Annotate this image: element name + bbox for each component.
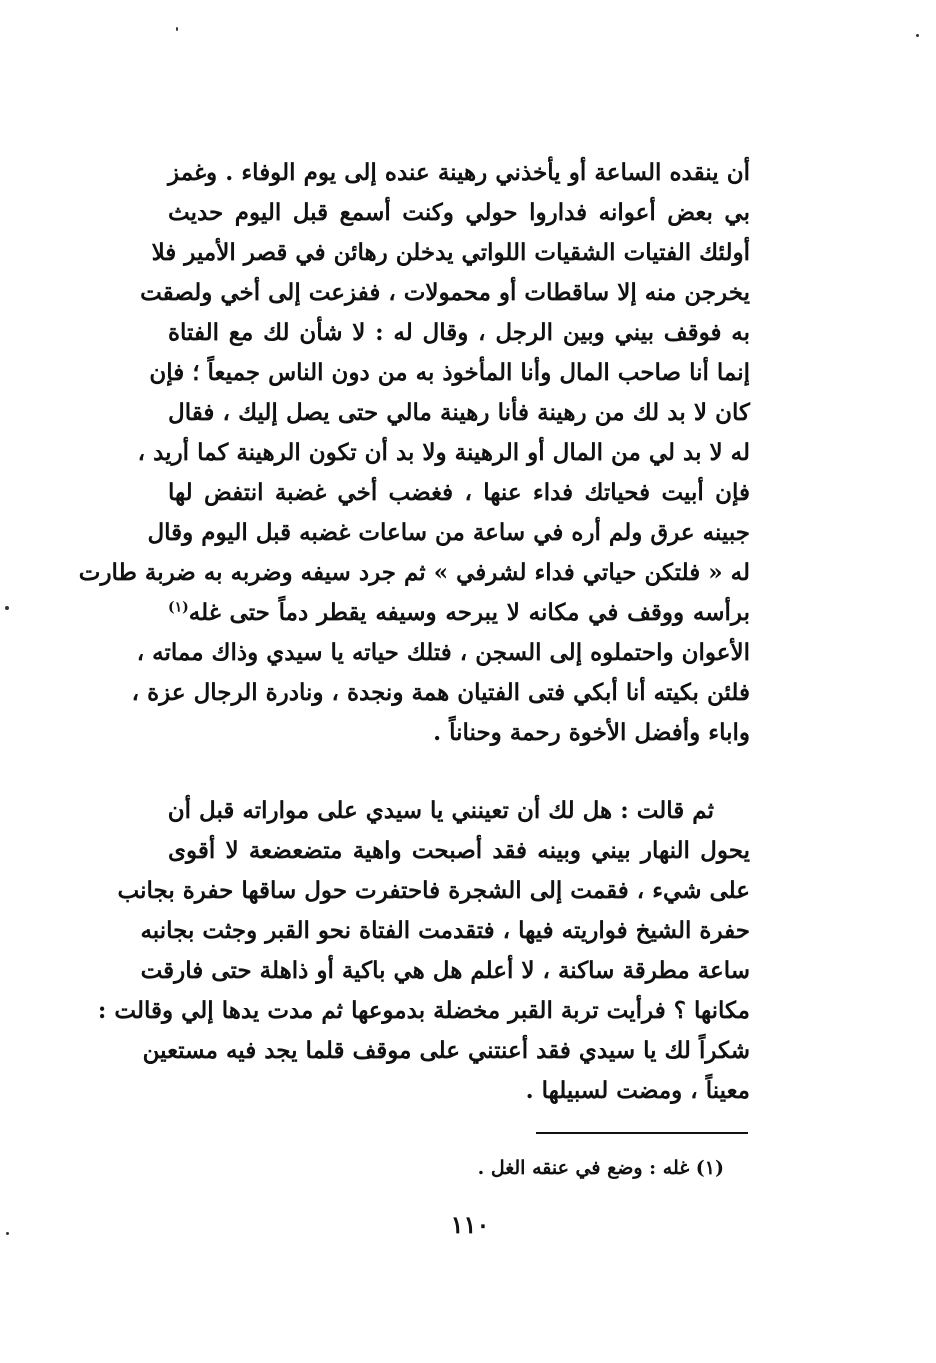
- footnote-reference: (١): [168, 599, 189, 616]
- text-line: الأعوان واحتملوه إلى السجن ، فتلك حياته يا سيدي وذاك مماته ،: [136, 639, 750, 666]
- scan-speck: [6, 1232, 9, 1235]
- scan-speck: [5, 606, 9, 610]
- footnote-divider: [536, 1132, 748, 1134]
- text-line: معيناً ، ومضت لسبيلها .: [525, 1077, 750, 1104]
- text-line: أولئك الفتيات الشقيات اللواتي يدخلن رهائن في قصر الأمير فلا: [151, 239, 750, 266]
- text-line: جبينه عرق ولم أره في ساعة من ساعات غضبه قبل اليوم وقال: [147, 519, 750, 546]
- text-line: برأسه ووقف في مكانه لا يبرحه وسيفه يقطر دماً حتى غله: [188, 599, 750, 626]
- text-line: أن ينقده الساعة أو يأخذني رهينة عنده إلى يوم الوفاء . وغمز: [168, 159, 750, 186]
- text-line: مكانها ؟ فرأيت تربة القبر مخضلة بدموعها ثم مدت يدها إلي وقالت :: [97, 997, 750, 1024]
- footnote: (١) غله : وضع في عنقه الغل .: [477, 1157, 724, 1179]
- text-line: ساعة مطرقة ساكنة ، لا أعلم هل هي باكية أو ذاهلة حتى فارقت: [140, 957, 750, 984]
- text-line: يحول النهار بيني وبينه فقد أصبحت واهية متضعضعة لا أقوى: [168, 837, 750, 864]
- text-line: إنما أنا صاحب المال وأنا المأخوذ به من دون الناس جميعاً ؛ فإن: [149, 359, 750, 386]
- text-line: له « فلتكن حياتي فداء لشرفي » ثم جرد سيفه وضربه به ضربة طارت: [78, 559, 750, 586]
- text-line: واباء وأفضل الأخوة رحمة وحناناً .: [433, 719, 750, 746]
- text-line: ثم قالت : هل لك أن تعينني يا سيدي على مواراته قبل أن: [167, 797, 714, 824]
- text-line: حفرة الشيخ فواريته فيها ، فتقدمت الفتاة نحو القبر وجثت بجانبه: [140, 917, 750, 944]
- text-line: فإن أبيت فحياتك فداء عنها ، فغضب أخي غضبة انتفض لها: [168, 479, 750, 506]
- text-line: بي بعض أعوانه فداروا حولي وكنت أسمع قبل اليوم حديث: [168, 199, 750, 226]
- text-line: له لا بد لي من المال أو الرهينة ولا بد أن تكون الرهينة كما أريد ،: [137, 439, 750, 466]
- scan-speck: [916, 34, 919, 37]
- paragraph-2: [97, 791, 750, 1111]
- page-number: ١١٠: [450, 1210, 490, 1239]
- scan-speck: [176, 27, 178, 31]
- text-line: شكراً لك يا سيدي فقد أعنتني على موقف قلما يجد فيه مستعين: [142, 1037, 750, 1064]
- paragraph-1: [78, 153, 750, 753]
- text-line: على شيء ، فقمت إلى الشجرة فاحتفرت حول ساقها حفرة بجانب: [117, 877, 750, 904]
- text-line: به فوقف بيني وبين الرجل ، وقال له : لا شأن لك مع الفتاة: [168, 319, 750, 346]
- text-line: يخرجن منه إلا ساقطات أو محمولات ، ففزعت إلى أخي ولصقت: [140, 279, 750, 306]
- text-line: فلئن بكيته أنا أبكي فتى الفتيان همة ونجدة ، ونادرة الرجال عزة ،: [131, 679, 750, 706]
- text-line: كان لا بد لك من رهينة فأنا رهينة مالي حتى يصل إليك ، فقال: [168, 399, 750, 426]
- text-line-with-footnote: [168, 593, 750, 633]
